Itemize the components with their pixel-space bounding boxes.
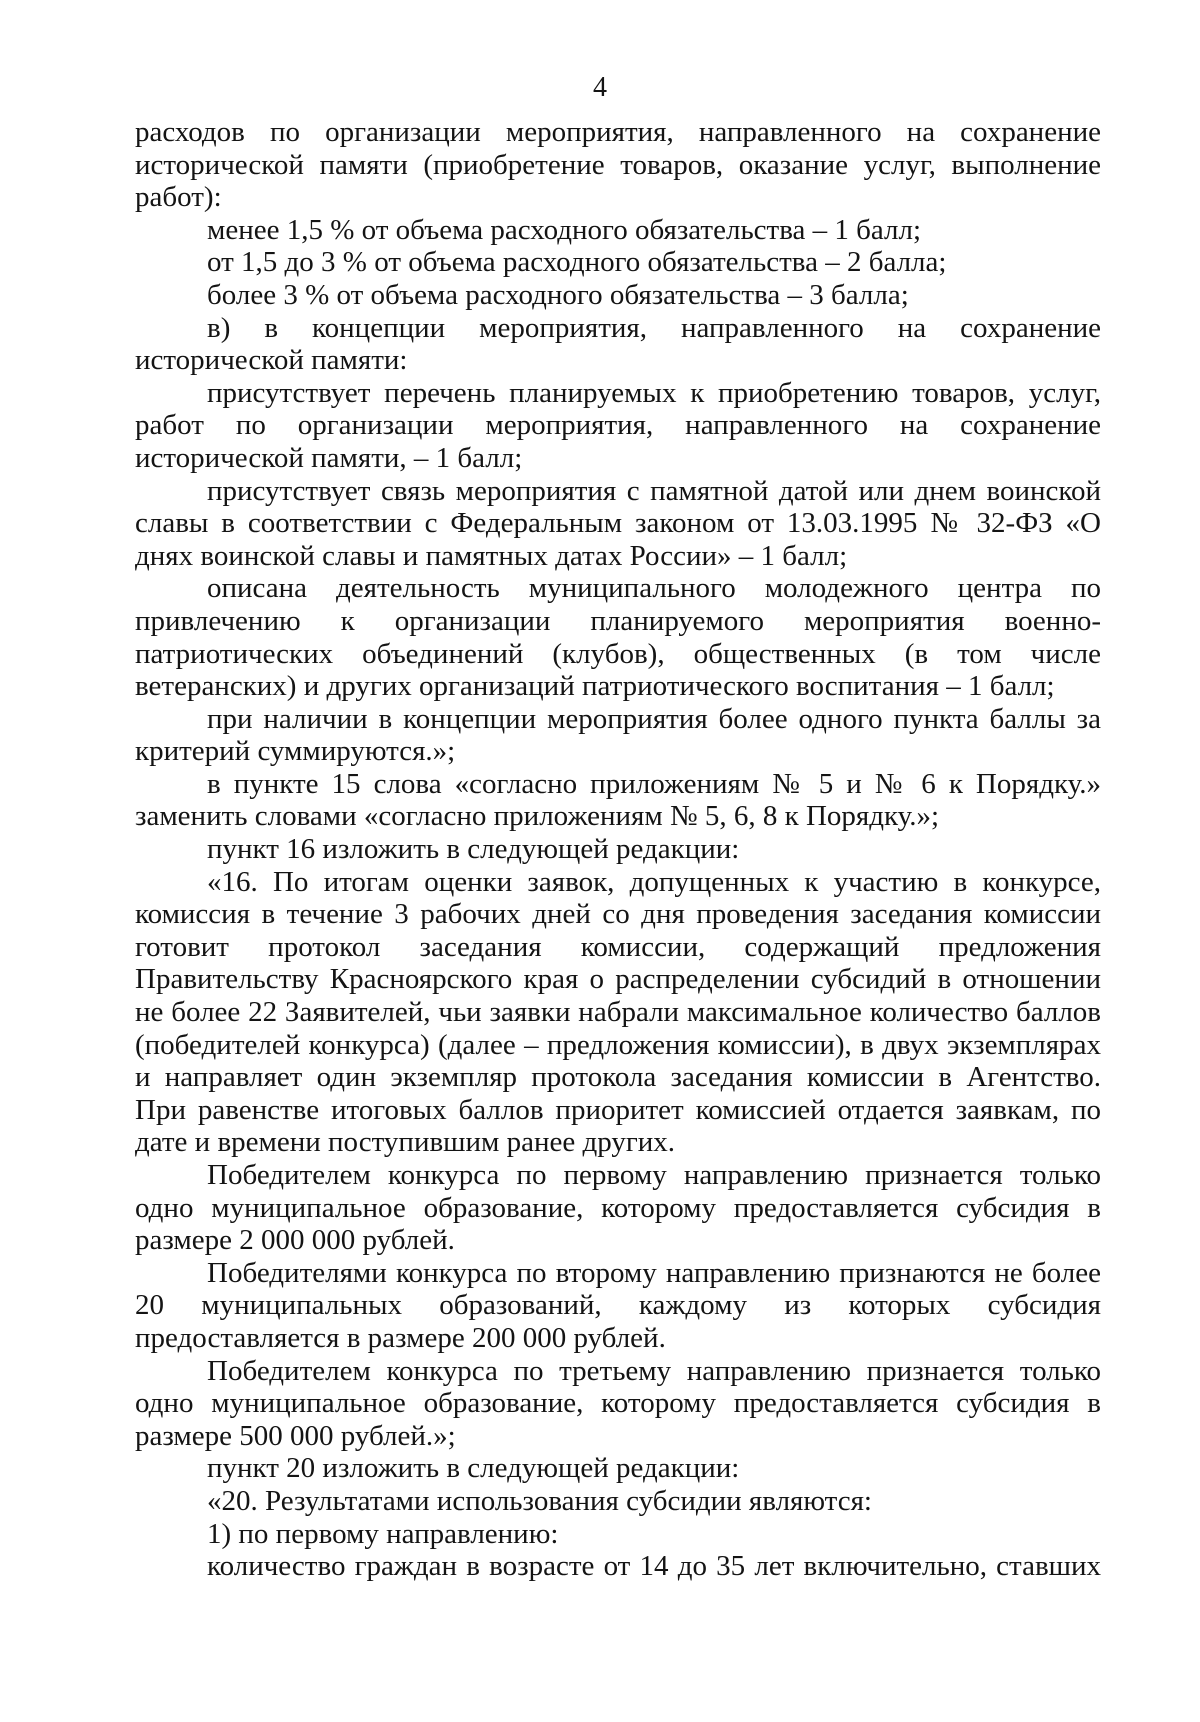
paragraph: «20. Результатами использования субсидии являются: xyxy=(207,1484,872,1517)
paragraph: более 3 % от объема расходного обязательства – 3 балла; xyxy=(207,278,909,311)
paragraph: Победителями конкурса по второму направлению признаются не более 20 муниципальных образований, каждому из которых субсидия предоставляется в размере 200 000 рублей. xyxy=(135,1256,1101,1354)
paragraph: Победителем конкурса по первому направлению признается только одно муниципальное образование, которому предоставляется субсидия в размере 2 000 000 рублей. xyxy=(135,1159,1101,1257)
paragraph: при наличии в концепции мероприятия более одного пункта баллы за критерий суммируются.»; xyxy=(135,702,1101,768)
paragraph: в пункте 15 слова «согласно приложениям № 5 и № 6 к Порядку.» заменить словами «согласно приложениям № 5, 6, 8 к Порядку.»; xyxy=(135,767,1101,833)
document-body xyxy=(135,116,1101,1583)
paragraph: пункт 20 изложить в следующей редакции: xyxy=(207,1452,740,1485)
paragraph: описана деятельность муниципального молодежного центра по привлечению к организации планируемого мероприятия военно-патриотических объединений (клубов), общественных (в том числе ветеранских) и других организаций патриотического воспитания – 1 балл; xyxy=(135,572,1101,703)
paragraph: присутствует связь мероприятия с памятной датой или днем воинской славы в соответствии с Федеральным законом от 13.03.1995 № 32-ФЗ «О днях воинской славы и памятных датах России» – 1 балл; xyxy=(135,474,1101,572)
paragraph: в) в концепции мероприятия, направленного на сохранение исторической памяти: xyxy=(135,311,1101,377)
paragraph: количество граждан в возрасте от 14 до 35 лет включительно, ставших xyxy=(207,1550,1101,1583)
paragraph: пункт 16 изложить в следующей редакции: xyxy=(207,833,740,866)
paragraph: от 1,5 до 3 % от объема расходного обязательства – 2 балла; xyxy=(207,246,947,279)
page-number: 4 xyxy=(593,72,607,103)
paragraph: 1) по первому направлению: xyxy=(207,1517,559,1550)
paragraph: расходов по организации мероприятия, направленного на сохранение исторической памяти (приобретение товаров, оказание услуг, выполнение работ): xyxy=(135,116,1101,214)
paragraph: «16. По итогам оценки заявок, допущенных к участию в конкурсе, комиссия в течение 3 рабочих дней со дня проведения заседания комиссии готовит протокол заседания комиссии, содержащий предложения Правительству Красноярского края о распределении субсидий в отношении не более 22 Заявителей, чьи заявки набрали максимальное количество баллов (победителей конкурса) (далее – предложения комиссии), в двух экземплярах и направляет один экземпляр протокола заседания комиссии в Агентство. При равенстве итоговых баллов приоритет комиссией отдается заявкам, по дате и времени поступившим ранее других. xyxy=(135,865,1101,1159)
paragraph: менее 1,5 % от объема расходного обязательства – 1 балл; xyxy=(207,213,922,246)
paragraph: присутствует перечень планируемых к приобретению товаров, услуг, работ по организации мероприятия, направленного на сохранение исторической памяти, – 1 балл; xyxy=(135,376,1101,474)
paragraph: Победителем конкурса по третьему направлению признается только одно муниципальное образование, которому предоставляется субсидия в размере 500 000 рублей.»; xyxy=(135,1354,1101,1452)
